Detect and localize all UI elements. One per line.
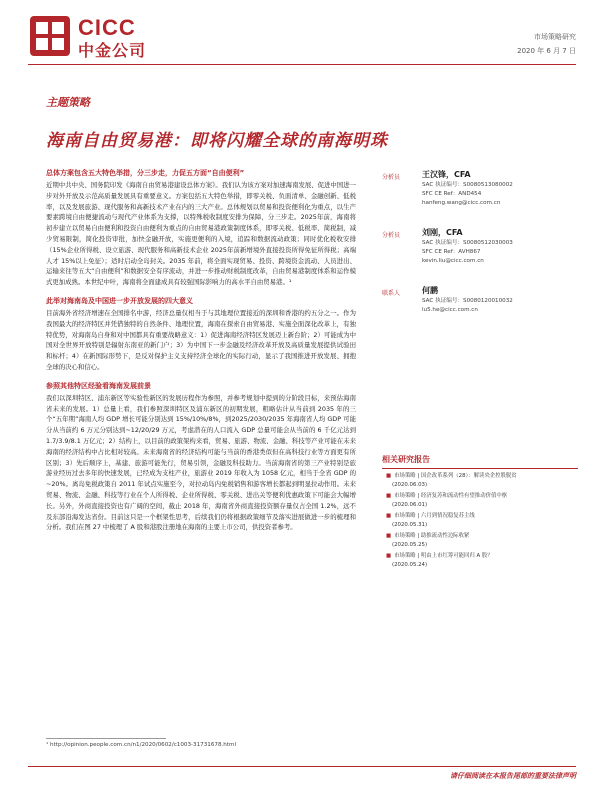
section-tag: 主题策略 [46, 96, 90, 109]
footnote-link[interactable]: ¹ http://opinion.people.com.cn/n1/2020/0602/c1003-31731678.html [46, 742, 237, 748]
header-rule [28, 64, 576, 65]
analyst-name: 王汉锋，CFA [422, 170, 471, 179]
analyst-name: 刘刚，CFA [422, 228, 463, 237]
related-report-item[interactable] [386, 472, 578, 490]
related-report-item[interactable] [386, 552, 578, 570]
analyst-card [382, 284, 578, 334]
bullet-icon: ■ [386, 493, 392, 499]
related-report-title[interactable]: 市场策略 | 六月到情况稳复苏主线 [394, 513, 475, 519]
section-body-3: 我们以深圳特区、浦东新区等实验性新区的发展历程作为参照，并参考规划中提到的分阶段目标，来预估海南省未来的发展。1）总量上看，我们参照深圳特区及浦东新区的初期发展，粗略估计从当前到 2035 年的三个“五年期”海南人均 GDP 增长可能分别达到 15%/10%/8%，到2025/2030/2035 年海南省人均 GDP 可能分从当前约 6 万元分别达到~12/20/29 万元，考虑潜在的人口流入 GDP 总量可能会从当前的 6 千亿元达到 1.7/3.9/8.1 万亿元；2）结构上，以目前的政策架构来看，贸易、旅游、物流、金融、科技等产业可能在未来海南的经济结构中占比相对较高。未来海南省的经济结构可能与当前的香港类似但在高科技行业等方面更有所区别；3）先后顺序上，基建、旅游可能先行，贸易引领，金融及科技助力。当前海南省的第三产业特别是旅游业经历过去多年的快速发展，已经成为支柱产业，旅游业 2019 年收入为 1058 亿元，相当于全省 GDP 的~20%。离岛免税政策自 2011 年试点实施至今，对拉动岛内免税销售和游客增长都起到明显拉动作用。未来贸易、物流、金融、科技等行业在个人所得税、企业所得税、零关税、进出关等便利优惠政策下可能会大幅增长。另外，外商直接投资也有广阔的空间，截止 2018 年，海南省外商直接投资额存量仅占全国 1.2%，远不及东部沿海发达省份。目前这只是一个框架性思考，后续我们仍将根据政策细节及落实进展做进一步的梳理和分析。我们在图 27 中梳理了 A 股和港股注册地在海南的主要上市公司，供投资者参考。 [46, 393, 356, 532]
related-report-date: (2020.05.25) [392, 542, 428, 548]
analyst-sac: SAC 执证编号：S0080512030003 [422, 240, 513, 246]
analyst-sac: SAC 执证编号：S0080513080002 [422, 182, 513, 188]
related-report-date: (2020.06.01) [392, 502, 428, 508]
section-body-1: 近期中共中央、国务院印发《海南自由贸易港建设总体方案》。我们认为该方案对加速海南发展、促进中国进一步对外开放及示范高质量发展具有重要意义。方案包括五大特色举措，即零关税、负面清单、金融创新、低税率，以及发展旅游、现代服务和高新技术产业在内的三大产业。总体规划以贸易和投资便利化为重点，以生产要素跨境自由便捷流动与现代产业体系为支撑，以特殊税收制度安排为保障，分三步走。2025年前，海南将初步建立以贸易自由便利和投资自由便利为重点的自由贸易港政策制度体系，即零关税、低税率、简税制，减少贸易限制，简化投资审批，加快金融开放，实施更便利的入境，追踪和数据流动政策；同时优化税收安排（15%企业所得税、设立旅游、现代服务和高新技术企业 2025年前新增境外直接投资所得免征所得税；高端人才 15%以上免征）；适时启动全岛封关。2035 年前，将全面实现贸易、投资、跨境资金流动、人员进出、运输来往等五大“自由便利”和数据安全有序流动，并进一步推动财税制度改革，自由贸易港制度体系和运作模式更加成熟。本世纪中叶，海南将全面建成具有较强国际影响力的高水平自由贸易港。¹ [46, 181, 356, 287]
analyst-email[interactable]: lu5.he@cicc.com.cn [422, 307, 478, 313]
related-report-title[interactable]: 市场策略 | 助推流动性边际收紧 [394, 533, 470, 539]
section-heading-2: 此举对海南岛及中国进一步开放发展的四大意义 [46, 296, 193, 305]
cicc-logo-mark-icon [28, 14, 72, 58]
bullet-icon: ■ [386, 533, 392, 539]
section-heading-1: 总体方案包含五大特色举措，分三步走，力促五方面“自由便利” [46, 169, 245, 177]
related-report-date: (2020.05.31) [392, 522, 428, 528]
report-date: 2020 年 6 月 7 日 [517, 47, 576, 55]
analyst-email[interactable]: kevin.liu@cicc.com.cn [422, 258, 484, 264]
analyst-role: 分析员 [382, 232, 401, 239]
related-research-list [386, 472, 578, 572]
related-report-title[interactable]: 市场策略 | 国企改革系列（28）：解读央企控股脱贫 [394, 473, 517, 479]
related-research-rule [382, 468, 578, 469]
bullet-icon: ■ [386, 553, 392, 559]
related-report-date: (2020.05.24) [392, 562, 428, 568]
footer-rule [28, 766, 576, 767]
logo-cn-text: 中金公司 [78, 41, 147, 60]
related-report-item[interactable] [386, 532, 578, 550]
logo-en-text: CICC [78, 15, 136, 40]
header-meta [517, 30, 576, 58]
footnote-rule [46, 738, 166, 739]
analyst-card [382, 168, 578, 218]
related-report-title[interactable]: 市场策略 | 经济复苏和流动性有望推动价值中枢 [394, 493, 508, 499]
main-content [46, 168, 356, 541]
report-type: 市场策略研究 [534, 33, 576, 41]
analyst-name: 何鹏 [422, 286, 438, 295]
analyst-sac: SAC 执证编号：S0080120010032 [422, 298, 513, 304]
analyst-card [382, 226, 578, 276]
section-heading-3: 参照其他特区经验看海南发展前景 [46, 381, 151, 390]
legal-disclaimer: 请仔细阅读在本报告尾部的重要法律声明 [450, 772, 576, 780]
bullet-icon: ■ [386, 513, 392, 519]
section-body-2: 目前海外省经济增速在全国排名中游，经济总量仅相当于与其地理位置接近的深圳和香港的约五分之一。作为我国最大的经济特区并凭借独特的自然条件、地理位置，海南在探索自由贸易港、实施全面深化改革上，有独特优势，对海南岛自身和对中国都具有重要战略意义：1）促进海南经济特区发展迈上新台阶；2）可能成为中国对全世界开放特别是辐射东南亚的新门户；3）为中国下一步金融及经济改革开放及高质量发展提供试验田和标杆；4）在新国际形势下，是反对保护主义支持经济全球化的实际行动，显示了我国推进开放发展、拥抱全球的决心和信心。 [46, 308, 356, 371]
analyst-sfc: SFC CE Ref：AND454 [422, 191, 482, 197]
analyst-role: 联系人 [382, 290, 401, 297]
related-report-title[interactable]: 市场策略 | 明由上市红筹可能回归 A 股？ [394, 553, 493, 559]
analyst-role: 分析员 [382, 174, 401, 181]
cicc-logo [28, 12, 178, 60]
related-report-item[interactable] [386, 492, 578, 510]
related-report-item[interactable] [386, 512, 578, 530]
analyst-email[interactable]: hanfeng.wang@cicc.com.cn [422, 200, 501, 206]
analyst-sidebar [382, 168, 578, 342]
related-report-date: (2020.06.03) [392, 482, 428, 488]
bullet-icon: ■ [386, 473, 392, 479]
related-research-title: 相关研究报告 [382, 455, 430, 464]
analyst-sfc: SFC CE Ref：AVH867 [422, 249, 481, 255]
page-title: 海南自由贸易港：即将闪耀全球的南海明珠 [46, 131, 388, 151]
